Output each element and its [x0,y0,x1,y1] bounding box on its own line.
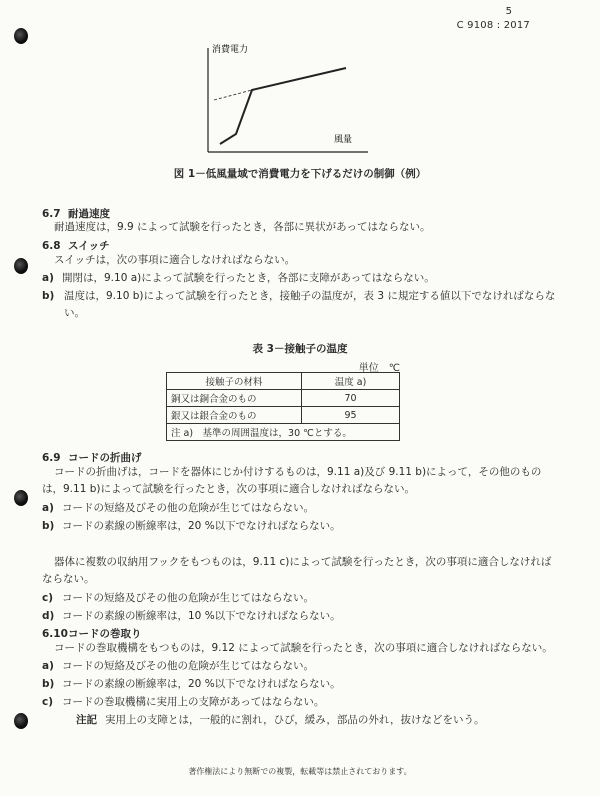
figure-caption: 図 1－低風量域で消費電力を下げるだけの制御（例） [173,168,427,180]
note-label: 注記 [76,714,97,726]
list-item [42,658,560,675]
item-text: コードの素線の断線率は，10 %以下でなければならない。 [62,610,341,622]
item-text: コードの短絡及びその他の危険が生じてはならない。 [62,660,314,672]
item-text: コードの短絡及びその他の危険が生じてはならない。 [62,592,314,604]
control-curve [220,68,346,144]
table-row [167,390,400,407]
section-number: 6.9 [42,452,61,464]
item-label: b) [42,678,55,690]
item-text: 温度は，9.10 b)によって試験を行ったとき，接触子の温度が，表 3 に規定する値以下でなければならない。 [64,290,556,319]
table-contact-temperature [166,372,400,441]
table-note-row [167,424,400,441]
standard-number: C 9108 : 2017 [456,20,530,31]
section-heading-6-8 [42,238,110,253]
table-note: 注 a) 基準の周囲温度は，30 ℃とする。 [167,424,400,441]
binder-hole [14,713,28,729]
list-item [42,694,560,711]
table-cell: 70 [302,390,400,407]
item-label: d) [42,610,55,622]
binder-hole [14,490,28,506]
item-text: 開閉は，9.10 a)によって試験を行ったとき，各部に支障があってはならない。 [62,272,435,284]
item-label: c) [42,696,54,708]
table-cell: 銀又は銀合金のもの [167,407,302,424]
item-label: c) [42,592,54,604]
section-title: スイッチ [68,240,110,252]
table-cell: 95 [302,407,400,424]
page-number: 5 [505,6,512,17]
binder-hole [14,258,28,274]
item-text: コードの短絡及びその他の危険が生じてはならない。 [62,502,314,514]
section-number: 6.7 [42,208,61,220]
note-text: 実用上の支障とは，一般的に割れ，ひび，緩み，部品の外れ，抜けなどをいう。 [105,714,485,726]
paragraph: コードの折曲げは，コードを器体にじか付けするものは，9.11 a)及び 9.11 b)によって，その他のものは，9.11 b)によって試験を行ったとき，次の事項に適合しなければならない。 [42,466,542,495]
item-label: a) [42,272,54,284]
column-header: 接触子の材料 [167,373,302,390]
item-label: b) [42,290,55,302]
section-number: 6.8 [42,240,61,252]
section-title: 耐過速度 [68,208,110,220]
list-item [42,676,560,693]
copyright-footer: 著作権法により無断での複製，転載等は禁止されております。 [188,767,412,776]
table-row [167,407,400,424]
list-item [42,288,560,322]
list-item [42,518,560,535]
list-item [42,500,560,517]
reference-curve [214,90,252,100]
item-text: コードの素線の断線率は，20 %以下でなければならない。 [62,678,341,690]
list-item [42,270,560,287]
table-unit: 単位 ℃ [358,363,400,374]
table-header-row [167,373,400,390]
item-text: コードの巻取機構に実用上の支障があってはならない。 [62,696,325,708]
section-heading-6-9 [42,450,142,465]
paragraph: コードの巻取機構をもつものは，9.12 によって試験を行ったとき，次の事項に適合しなければならない。 [54,642,553,654]
section-number: 6.10 [42,628,68,640]
binder-hole [14,28,28,44]
paragraph: 耐過速度は，9.9 によって試験を行ったとき，各部に異状があってはならない。 [54,221,431,233]
item-label: b) [42,520,55,532]
figure-power-vs-airflow [196,42,376,160]
table-caption: 表 3－接触子の温度 [252,343,348,355]
item-label: a) [42,502,54,514]
list-item [42,608,560,625]
section-title: コードの折曲げ [68,452,142,464]
y-axis-label: 消費電力 [212,45,249,55]
item-label: a) [42,660,54,672]
paragraph: 器体に複数の収納用フックをもつものは，9.11 c)によって試験を行ったとき，次の事項に適合しなければならない。 [42,556,552,585]
section-heading-6-10 [42,626,142,641]
list-item [42,590,560,607]
item-text: コードの素線の断線率は，20 %以下でなければならない。 [62,520,341,532]
note [76,712,560,729]
x-axis-label: 風量 [334,135,353,145]
table-cell: 銅又は銅合金のもの [167,390,302,407]
paragraph: スイッチは，次の事項に適合しなければならない。 [54,254,296,266]
section-title: コードの巻取り [68,628,142,640]
column-header: 温度 a) [302,373,400,390]
